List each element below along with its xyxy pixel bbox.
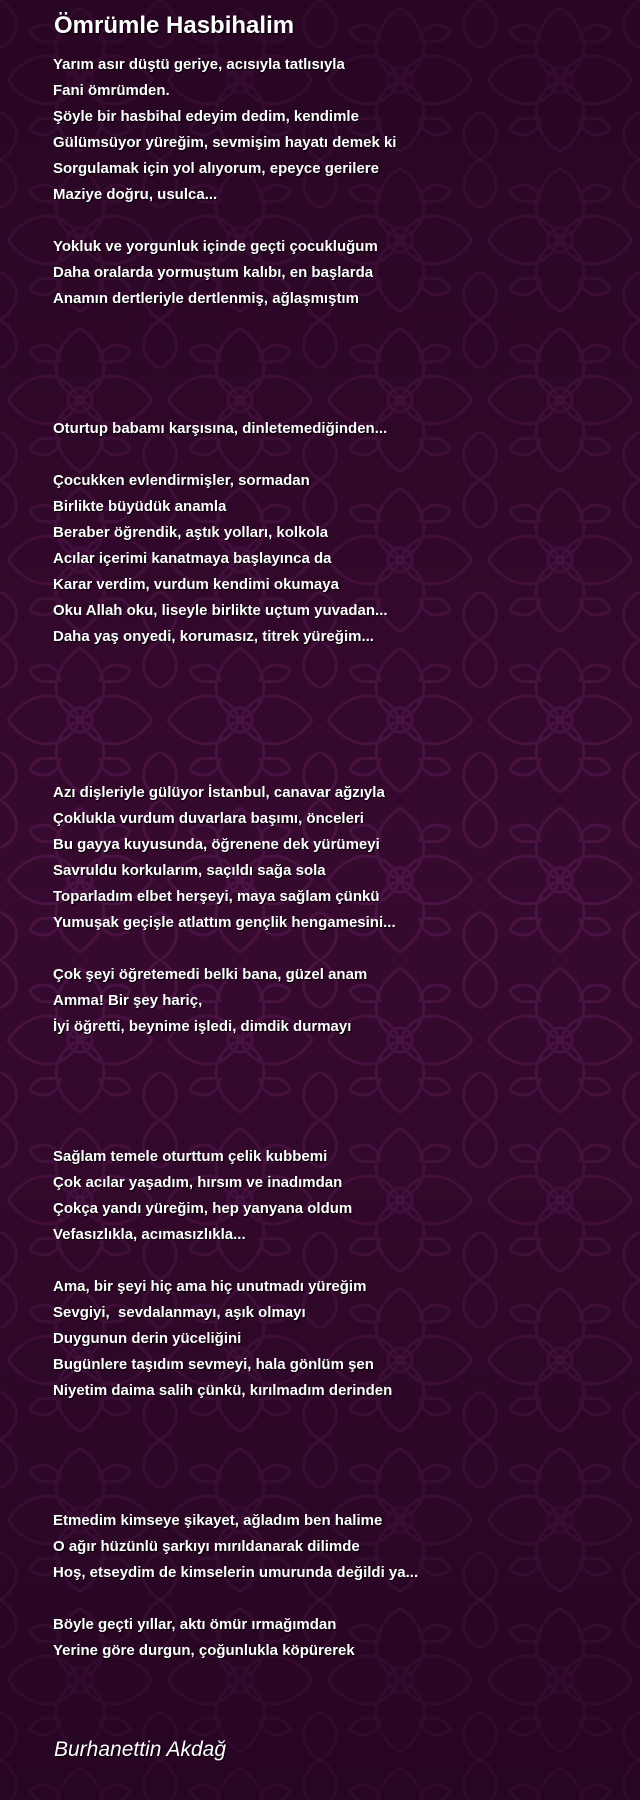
poem-line: Çoklukla vurdum duvarlara başımı, önceleri bbox=[53, 810, 364, 827]
poem-line: Beraber öğrendik, aştık yolları, kolkola bbox=[53, 524, 329, 541]
poem-line: Karar verdim, vurdum kendimi okumaya bbox=[53, 576, 339, 593]
stanza-gap bbox=[53, 1430, 633, 1456]
stanza-gap bbox=[53, 1482, 633, 1508]
stanza-gap bbox=[53, 1118, 633, 1144]
poem-line: Amma! Bir şey hariç, bbox=[53, 992, 203, 1009]
poem-line: Oturtup babamı karşısına, dinletemediğinden... bbox=[53, 420, 388, 437]
stanza-gap bbox=[53, 1248, 633, 1274]
poem-line: Oku Allah oku, liseyle birlikte uçtum yuvadan... bbox=[53, 602, 388, 619]
stanza-gap bbox=[53, 1586, 633, 1612]
stanza-gap bbox=[53, 312, 633, 338]
poem-line: Azı dişleriyle gülüyor İstanbul, canavar ağzıyla bbox=[53, 784, 385, 801]
poem-author: Burhanettin Akdağ bbox=[54, 1738, 227, 1761]
poem-line: Yarım asır düştü geriye, acısıyla tatlısıyla bbox=[53, 56, 345, 73]
stanza-gap bbox=[53, 1404, 633, 1430]
poem-line: Niyetim daima salih çünkü, kırılmadım derinden bbox=[53, 1382, 393, 1399]
poem-line: O ağır hüzünlü şarkıyı mırıldanarak dilimde bbox=[53, 1538, 360, 1555]
poem-line: Fani ömrümden. bbox=[53, 82, 170, 99]
poem-line: Sağlam temele oturttum çelik kubbemi bbox=[53, 1148, 328, 1165]
poem-line: Maziye doğru, usulca... bbox=[53, 186, 218, 203]
stanza-gap bbox=[53, 390, 633, 416]
poem-line: Birlikte büyüdük anamla bbox=[53, 498, 227, 515]
poem-line: Acılar içerimi kanatmaya başlayınca da bbox=[53, 550, 332, 567]
poem-body bbox=[53, 52, 633, 1664]
poem-line: Duygunun derin yüceliğini bbox=[53, 1330, 242, 1347]
stanza-gap bbox=[53, 728, 633, 754]
poem-line: Etmedim kimseye şikayet, ağladım ben halime bbox=[53, 1512, 383, 1529]
poem-line: Bugünlere taşıdım sevmeyi, hala gönlüm şen bbox=[53, 1356, 374, 1373]
poem-title: Ömrümle Hasbihalim bbox=[54, 12, 295, 39]
poem-line: Bu gayya kuyusunda, öğrenene dek yürümeyi bbox=[53, 836, 380, 853]
poem-line: Anamın dertleriyle dertlenmiş, ağlaşmıştım bbox=[53, 290, 359, 307]
stanza-gap bbox=[53, 1040, 633, 1066]
poem-line: Çocukken evlendirmişler, sormadan bbox=[53, 472, 310, 489]
poem-line: Daha oralarda yormuştum kalıbı, en başlarda bbox=[53, 264, 374, 281]
stanza-gap bbox=[53, 1066, 633, 1092]
poem-line: Çok şeyi öğretemedi belki bana, güzel anam bbox=[53, 966, 368, 983]
stanza-gap bbox=[53, 364, 633, 390]
poem-line: Toparladım elbet herşeyi, maya sağlam çünkü bbox=[53, 888, 380, 905]
poem-line: Daha yaş onyedi, korumasız, titrek yüreğim... bbox=[53, 628, 374, 645]
stanza-gap bbox=[53, 650, 633, 676]
poem-line: Hoş, etseydim de kimselerin umurunda değildi ya... bbox=[53, 1564, 419, 1581]
poem-line: Sevgiyi, sevdalanmayı, aşık olmayı bbox=[53, 1304, 306, 1321]
stanza-gap bbox=[53, 1092, 633, 1118]
stanza-gap bbox=[53, 676, 633, 702]
stanza-gap bbox=[53, 702, 633, 728]
poem-line: Ama, bir şeyi hiç ama hiç unutmadı yüreğim bbox=[53, 1278, 367, 1295]
poem-line: Savruldu korkularım, saçıldı sağa sola bbox=[53, 862, 326, 879]
stanza-gap bbox=[53, 1456, 633, 1482]
stanza-gap bbox=[53, 754, 633, 780]
poem-line: Böyle geçti yıllar, aktı ömür ırmağımdan bbox=[53, 1616, 337, 1633]
poem-line: Yerine göre durgun, çoğunlukla köpürerek bbox=[53, 1642, 355, 1659]
stanza-gap bbox=[53, 936, 633, 962]
poem-line: Şöyle bir hasbihal edeyim dedim, kendimle bbox=[53, 108, 359, 125]
poem-line: Gülümsüyor yüreğim, sevmişim hayatı demek ki bbox=[53, 134, 397, 151]
poem-line: İyi öğretti, beynime işledi, dimdik durmayı bbox=[53, 1018, 352, 1035]
stanza-gap bbox=[53, 442, 633, 468]
poem-line: Çok acılar yaşadım, hırsım ve inadımdan bbox=[53, 1174, 343, 1191]
poem-line: Yokluk ve yorgunluk içinde geçti çocukluğum bbox=[53, 238, 378, 255]
stanza-gap bbox=[53, 338, 633, 364]
stanza-gap bbox=[53, 208, 633, 234]
poem-line: Vefasızlıkla, acımasızlıkla... bbox=[53, 1226, 246, 1243]
poem-line: Sorgulamak için yol alıyorum, epeyce gerilere bbox=[53, 160, 379, 177]
poem-line: Yumuşak geçişle atlattım gençlik hengamesini... bbox=[53, 914, 396, 931]
poem-line: Çokça yandı yüreğim, hep yanyana oldum bbox=[53, 1200, 353, 1217]
